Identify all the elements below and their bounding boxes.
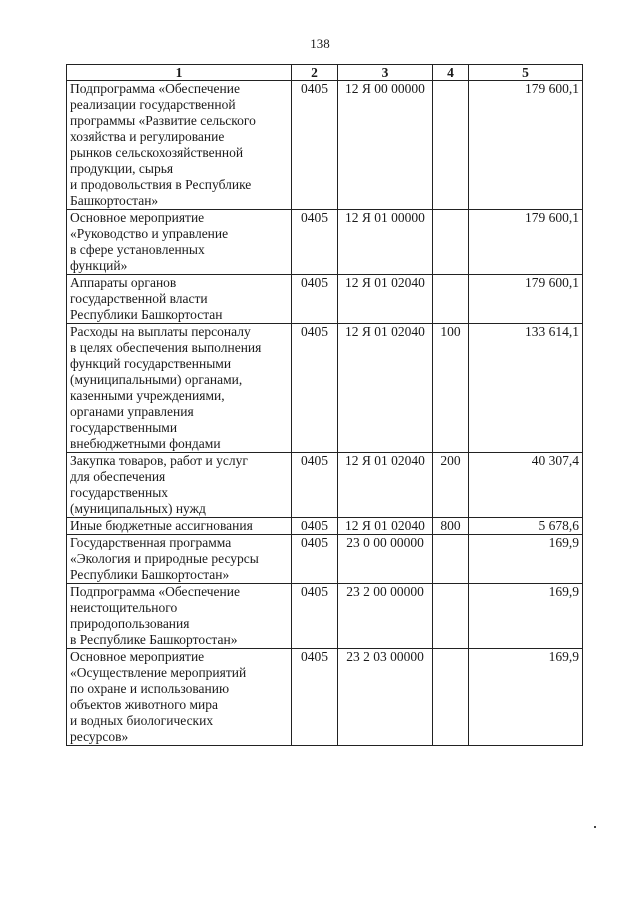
expense-type-cell — [433, 584, 469, 649]
section-code-cell: 0405 — [292, 535, 338, 584]
section-code-cell: 0405 — [292, 275, 338, 324]
amount-cell: 169,9 — [469, 584, 583, 649]
name-cell: Подпрограмма «Обеспечение реализации государственной программы «Развитие сельского хозяйства и регулирование рынков сельскохозяйственной продукции, сырья и продовольствия в Республике Башкортостан» — [67, 81, 292, 210]
table-row — [67, 535, 583, 584]
amount-cell: 179 600,1 — [469, 81, 583, 210]
column-header: 4 — [433, 65, 469, 81]
section-code-cell: 0405 — [292, 649, 338, 746]
amount-cell: 133 614,1 — [469, 324, 583, 453]
expense-type-cell: 100 — [433, 324, 469, 453]
budget-table — [66, 64, 583, 746]
amount-cell: 40 307,4 — [469, 453, 583, 518]
section-code-cell: 0405 — [292, 584, 338, 649]
column-header: 1 — [67, 65, 292, 81]
name-cell: Расходы на выплаты персоналу в целях обеспечения выполнения функций государственными (муниципальными) органами, казенными учреждениями, органами управления государственными внебюджетными фондами — [67, 324, 292, 453]
target-code-cell: 23 2 03 00000 — [338, 649, 433, 746]
table-row — [67, 210, 583, 275]
name-cell: Основное мероприятие «Осуществление мероприятий по охране и использованию объектов животного мира и водных биологических ресурсов» — [67, 649, 292, 746]
table-row — [67, 81, 583, 210]
target-code-cell: 23 2 00 00000 — [338, 584, 433, 649]
table-header-row — [67, 65, 583, 81]
amount-cell: 179 600,1 — [469, 210, 583, 275]
section-code-cell: 0405 — [292, 210, 338, 275]
target-code-cell: 12 Я 01 02040 — [338, 324, 433, 453]
expense-type-cell: 800 — [433, 518, 469, 535]
section-code-cell: 0405 — [292, 453, 338, 518]
expense-type-cell — [433, 649, 469, 746]
amount-cell: 5 678,6 — [469, 518, 583, 535]
amount-cell: 169,9 — [469, 649, 583, 746]
target-code-cell: 23 0 00 00000 — [338, 535, 433, 584]
amount-cell: 179 600,1 — [469, 275, 583, 324]
name-cell: Аппараты органов государственной власти Республики Башкортостан — [67, 275, 292, 324]
expense-type-cell: 200 — [433, 453, 469, 518]
target-code-cell: 12 Я 01 00000 — [338, 210, 433, 275]
target-code-cell: 12 Я 00 00000 — [338, 81, 433, 210]
column-header: 5 — [469, 65, 583, 81]
section-code-cell: 0405 — [292, 518, 338, 535]
name-cell: Основное мероприятие «Руководство и управление в сфере установленных функций» — [67, 210, 292, 275]
expense-type-cell — [433, 535, 469, 584]
table-row — [67, 649, 583, 746]
target-code-cell: 12 Я 01 02040 — [338, 518, 433, 535]
table-row — [67, 584, 583, 649]
page-number: 138 — [310, 36, 330, 51]
table-row — [67, 324, 583, 453]
name-cell: Иные бюджетные ассигнования — [67, 518, 292, 535]
column-header: 3 — [338, 65, 433, 81]
name-cell: Закупка товаров, работ и услуг для обеспечения государственных (муниципальных) нужд — [67, 453, 292, 518]
column-header: 2 — [292, 65, 338, 81]
table-row — [67, 518, 583, 535]
section-code-cell: 0405 — [292, 324, 338, 453]
amount-cell: 169,9 — [469, 535, 583, 584]
name-cell: Подпрограмма «Обеспечение неистощительного природопользования в Республике Башкортостан» — [67, 584, 292, 649]
table-row — [67, 275, 583, 324]
expense-type-cell — [433, 275, 469, 324]
table-row — [67, 453, 583, 518]
expense-type-cell — [433, 210, 469, 275]
target-code-cell: 12 Я 01 02040 — [338, 275, 433, 324]
section-code-cell: 0405 — [292, 81, 338, 210]
target-code-cell: 12 Я 01 02040 — [338, 453, 433, 518]
expense-type-cell — [433, 81, 469, 210]
name-cell: Государственная программа «Экология и природные ресурсы Республики Башкортостан» — [67, 535, 292, 584]
scan-speck — [594, 826, 596, 828]
